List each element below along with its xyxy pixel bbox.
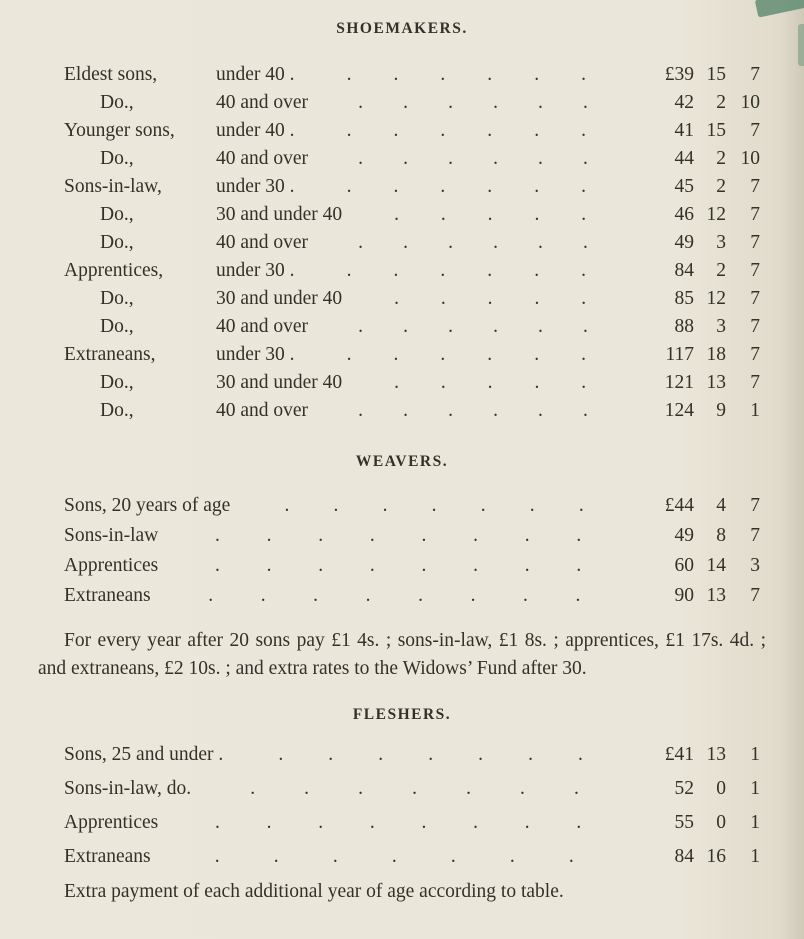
fee-row	[64, 173, 760, 201]
leader-dot: .	[346, 64, 352, 85]
leader-dot: .	[529, 495, 535, 516]
amount-pounds: 60	[674, 555, 694, 576]
amount-pounds: £41	[664, 744, 694, 765]
leader-dot: .	[509, 846, 515, 867]
leader-dot: .	[493, 148, 498, 169]
fee-row	[64, 145, 760, 173]
amount-pence: 1	[750, 744, 760, 765]
leader-dot: .	[215, 525, 220, 546]
leader-dot: .	[318, 555, 324, 576]
leader-dot: .	[538, 232, 543, 253]
leader-dot: .	[583, 232, 588, 253]
leader-dot: .	[332, 846, 338, 867]
amount-shillings: 0	[716, 812, 726, 833]
dot-leader	[223, 738, 638, 772]
dot-leader	[308, 229, 638, 257]
leader-dot: .	[581, 288, 587, 309]
leader-dot: .	[524, 555, 530, 576]
leader-dot: .	[393, 64, 399, 85]
leader-dot: .	[448, 316, 453, 337]
leader-dot: .	[487, 344, 493, 365]
dot-leader	[158, 806, 638, 840]
amount-pence: 7	[750, 316, 760, 337]
leader-dot: .	[470, 585, 476, 606]
fee-row	[64, 491, 760, 521]
row-label: Younger sons,	[64, 120, 175, 141]
amount-pence: 10	[740, 148, 760, 169]
leader-dot: .	[448, 148, 453, 169]
amount-pence: 7	[750, 372, 760, 393]
amount-pounds: 88	[674, 316, 694, 337]
dot-leader	[295, 117, 638, 145]
amount-pence: 7	[750, 64, 760, 85]
amount-pence: 7	[750, 585, 760, 606]
leader-dot: .	[440, 204, 446, 225]
dot-leader	[295, 257, 638, 285]
amount-shillings: 2	[716, 92, 726, 113]
leader-dot: .	[214, 812, 220, 833]
leader-dot: .	[273, 846, 279, 867]
leader-dot: .	[266, 525, 272, 546]
dot-leader	[342, 369, 638, 397]
fee-row	[64, 369, 760, 397]
leader-dot: .	[581, 372, 587, 393]
row-label: Apprentices	[64, 812, 159, 833]
amount-shillings: 3	[716, 232, 726, 253]
leader-dot: .	[583, 148, 588, 169]
dot-leader	[295, 61, 638, 89]
leader-dot: .	[431, 495, 437, 516]
leader-dot: .	[575, 585, 581, 606]
row-label: Sons, 20 years of age	[64, 495, 231, 516]
leader-dot: .	[538, 400, 543, 421]
row-label: Apprentices,	[64, 260, 164, 281]
leader-dot: .	[403, 232, 408, 253]
amount-pounds: £44	[664, 495, 694, 516]
leader-dot: .	[318, 525, 324, 546]
amount-pounds: 121	[664, 372, 694, 393]
amount-pence: 7	[750, 176, 760, 197]
leader-dot: .	[394, 372, 399, 393]
row-label: Do.,	[100, 204, 134, 225]
fee-table-shoemakers	[38, 61, 766, 425]
row-desc: 30 and under 40	[216, 372, 343, 393]
amount-pounds: 84	[674, 260, 694, 281]
leader-dot: .	[534, 288, 540, 309]
leader-dot: .	[403, 400, 408, 421]
leader-dot: .	[493, 232, 498, 253]
amount-shillings: 18	[706, 344, 726, 365]
leader-dot: .	[440, 64, 446, 85]
leader-dot: .	[440, 120, 446, 141]
leader-dot: .	[250, 778, 256, 799]
leader-dot: .	[487, 64, 493, 85]
leader-dot: .	[382, 495, 388, 516]
leader-dot: .	[358, 232, 364, 253]
dot-leader	[308, 89, 638, 117]
amount-pounds: 84	[674, 846, 694, 867]
leader-dot: .	[487, 176, 493, 197]
amount-shillings: 13	[706, 585, 726, 606]
amount-shillings: 8	[716, 525, 726, 546]
leader-dot: .	[346, 176, 352, 197]
row-label: Do.,	[100, 400, 134, 421]
section-heading-shoemakers: SHOEMAKERS.	[336, 20, 468, 37]
section-heading-fleshers: FLESHERS.	[352, 706, 452, 723]
leader-dot: .	[581, 176, 586, 197]
leader-dot: .	[448, 92, 453, 113]
leader-dot: .	[478, 744, 484, 765]
amount-shillings: 13	[706, 744, 726, 765]
amount-pence: 7	[750, 495, 760, 516]
leader-dot: .	[328, 744, 334, 765]
leader-dot: .	[534, 204, 540, 225]
fee-table-fleshers	[38, 738, 766, 874]
amount-pence: 1	[750, 846, 760, 867]
amount-pounds: 55	[674, 812, 694, 833]
amount-shillings: 2	[716, 176, 726, 197]
leader-dot: .	[578, 744, 583, 765]
amount-shillings: 12	[706, 288, 726, 309]
leader-dot: .	[487, 260, 493, 281]
dot-leader	[295, 173, 638, 201]
row-label: Sons-in-law,	[64, 176, 162, 197]
row-label: Sons-in-law	[64, 525, 159, 546]
leader-dot: .	[578, 495, 584, 516]
amount-shillings: 2	[716, 260, 726, 281]
weavers-note: For every year after 20 sons pay £1 4s. ; sons-in-law, £1 8s. ; apprentices, £1 17s. 4d. ; and extraneans, £2 10s. ; and extra rates to the Widows’ Fund after 30.	[38, 630, 766, 679]
row-desc: 40 and over	[216, 232, 309, 253]
leader-dot: .	[393, 176, 399, 197]
leader-dot: .	[440, 260, 446, 281]
leader-dot: .	[284, 495, 290, 516]
amount-pounds: 49	[674, 525, 694, 546]
fee-row	[64, 806, 760, 840]
leader-dot: .	[574, 778, 579, 799]
leader-dot: .	[466, 778, 471, 799]
leader-dot: .	[493, 92, 498, 113]
row-label: Extraneans	[64, 585, 151, 606]
leader-dot: .	[369, 555, 375, 576]
row-desc: 40 and over	[216, 92, 309, 113]
leader-dot: .	[473, 812, 478, 833]
leader-dot: .	[214, 846, 220, 867]
row-label: Extraneans,	[64, 344, 156, 365]
leader-dot: .	[576, 812, 582, 833]
leader-dot: .	[394, 288, 399, 309]
fee-row	[64, 341, 760, 369]
leader-dot: .	[313, 585, 319, 606]
leader-dot: .	[534, 344, 540, 365]
amount-pence: 7	[750, 204, 760, 225]
amount-pence: 1	[750, 400, 760, 421]
leader-dot: .	[448, 400, 453, 421]
leader-dot: .	[581, 260, 586, 281]
leader-dot: .	[576, 525, 582, 546]
row-label: Do.,	[100, 288, 134, 309]
leader-dot: .	[534, 176, 540, 197]
dot-leader	[295, 341, 638, 369]
fee-row	[64, 89, 760, 117]
dot-leader	[308, 145, 638, 173]
amount-pence: 10	[740, 92, 760, 113]
dot-leader	[158, 521, 638, 551]
fee-row	[64, 551, 760, 581]
leader-dot: .	[394, 204, 399, 225]
leader-dot: .	[448, 232, 453, 253]
leader-dot: .	[524, 525, 530, 546]
leader-dot: .	[358, 148, 364, 169]
dot-leader	[308, 397, 638, 425]
amount-pence: 7	[750, 525, 760, 546]
leader-dot: .	[318, 812, 324, 833]
leader-dot: .	[403, 92, 408, 113]
fee-row	[64, 313, 760, 341]
leader-dot: .	[583, 92, 588, 113]
leader-dot: .	[520, 778, 525, 799]
leader-dot: .	[473, 555, 478, 576]
leader-dot: .	[581, 120, 586, 141]
row-label: Do.,	[100, 232, 134, 253]
leader-dot: .	[304, 778, 310, 799]
row-label: Do.,	[100, 92, 134, 113]
amount-pounds: 44	[674, 148, 694, 169]
amount-pounds: 117	[665, 344, 694, 365]
leader-dot: .	[369, 812, 375, 833]
amount-pounds: 124	[664, 400, 694, 421]
section-heading-weavers: WEAVERS.	[355, 453, 449, 470]
row-desc: under 40 .	[216, 120, 295, 141]
row-label: Apprentices	[64, 555, 159, 576]
fee-row	[64, 257, 760, 285]
amount-shillings: 0	[716, 778, 726, 799]
amount-shillings: 16	[706, 846, 726, 867]
amount-pence: 1	[750, 812, 760, 833]
leader-dot: .	[524, 812, 530, 833]
amount-pounds: 41	[674, 120, 694, 141]
section-fleshers	[38, 706, 766, 906]
dot-leader	[151, 840, 638, 874]
fee-row	[64, 397, 760, 425]
fee-row	[64, 229, 760, 257]
row-label: Do.,	[100, 372, 134, 393]
dot-leader	[230, 491, 638, 521]
leader-dot: .	[487, 120, 493, 141]
fee-row	[64, 738, 760, 772]
leader-dot: .	[365, 585, 371, 606]
leader-dot: .	[534, 120, 540, 141]
amount-pence: 7	[750, 120, 760, 141]
leader-dot: .	[523, 585, 528, 606]
amount-shillings: 12	[706, 204, 726, 225]
amount-pounds: 85	[674, 288, 694, 309]
leader-dot: .	[421, 812, 427, 833]
leader-dot: .	[487, 372, 493, 393]
leader-dot: .	[421, 555, 427, 576]
row-desc: under 40 .	[216, 64, 295, 85]
row-desc: under 30 .	[216, 344, 295, 365]
row-desc: 30 and under 40	[216, 288, 343, 309]
leader-dot: .	[450, 846, 456, 867]
dot-leader	[342, 201, 638, 229]
leader-dot: .	[568, 846, 574, 867]
row-desc: 40 and over	[216, 316, 309, 337]
amount-pence: 7	[750, 260, 760, 281]
leader-dot: .	[428, 744, 434, 765]
leader-dot: .	[581, 344, 586, 365]
leader-dot: .	[576, 555, 582, 576]
amount-shillings: 15	[706, 120, 726, 141]
row-desc: under 30 .	[216, 260, 295, 281]
leader-dot: .	[583, 316, 588, 337]
scan-artifact-corner	[755, 0, 804, 18]
row-label: Sons, 25 and under .	[64, 744, 224, 765]
leader-dot: .	[440, 344, 446, 365]
row-desc: under 30 .	[216, 176, 295, 197]
leader-dot: .	[440, 372, 446, 393]
leader-dot: .	[346, 120, 352, 141]
dot-leader	[342, 285, 638, 313]
leader-dot: .	[358, 316, 364, 337]
leader-dot: .	[581, 64, 586, 85]
leader-dot: .	[403, 148, 408, 169]
dot-leader	[151, 581, 638, 611]
amount-shillings: 2	[716, 148, 726, 169]
fleshers-note: Extra payment of each additional year of age according to table.	[64, 881, 564, 902]
leader-dot: .	[493, 316, 498, 337]
leader-dot: .	[393, 344, 399, 365]
leader-dot: .	[278, 744, 284, 765]
fee-row	[64, 521, 760, 551]
leader-dot: .	[260, 585, 266, 606]
section-shoemakers	[38, 20, 766, 425]
fee-row	[64, 581, 760, 611]
fee-row	[64, 772, 760, 806]
amount-pence: 1	[750, 778, 760, 799]
amount-shillings: 9	[716, 400, 726, 421]
dot-leader	[308, 313, 638, 341]
amount-pounds: 52	[674, 778, 694, 799]
row-desc: 40 and over	[216, 148, 309, 169]
leader-dot: .	[391, 846, 397, 867]
amount-shillings: 13	[706, 372, 726, 393]
leader-dot: .	[358, 400, 364, 421]
leader-dot: .	[581, 204, 587, 225]
row-label: Eldest sons,	[64, 64, 158, 85]
leader-dot: .	[440, 176, 446, 197]
fee-row	[64, 201, 760, 229]
fee-row	[64, 285, 760, 313]
dot-leader	[191, 772, 638, 806]
fee-table-weavers	[38, 491, 766, 611]
amount-shillings: 3	[716, 316, 726, 337]
amount-pounds: £39	[664, 64, 694, 85]
amount-pence: 7	[750, 288, 760, 309]
leader-dot: .	[487, 288, 493, 309]
leader-dot: .	[393, 120, 399, 141]
amount-pounds: 46	[674, 204, 694, 225]
leader-dot: .	[369, 525, 375, 546]
leader-dot: .	[346, 260, 352, 281]
leader-dot: .	[534, 64, 540, 85]
leader-dot: .	[393, 260, 399, 281]
leader-dot: .	[346, 344, 352, 365]
leader-dot: .	[208, 585, 214, 606]
leader-dot: .	[487, 204, 493, 225]
leader-dot: .	[412, 778, 417, 799]
leader-dot: .	[266, 812, 272, 833]
amount-shillings: 14	[706, 555, 726, 576]
fee-row	[64, 840, 760, 874]
amount-shillings: 4	[716, 495, 726, 516]
leader-dot: .	[358, 778, 364, 799]
leader-dot: .	[473, 525, 478, 546]
leader-dot: .	[421, 525, 427, 546]
leader-dot: .	[583, 400, 588, 421]
row-label: Extraneans	[64, 846, 151, 867]
amount-pence: 7	[750, 344, 760, 365]
amount-shillings: 15	[706, 64, 726, 85]
leader-dot: .	[538, 148, 543, 169]
scan-artifact-edge	[798, 24, 804, 66]
amount-pence: 7	[750, 232, 760, 253]
row-label: Sons-in-law, do.	[64, 778, 192, 799]
amount-pounds: 42	[674, 92, 694, 113]
leader-dot: .	[358, 92, 364, 113]
leader-dot: .	[480, 495, 486, 516]
leader-dot: .	[378, 744, 384, 765]
amount-pounds: 49	[674, 232, 694, 253]
amount-pounds: 90	[674, 585, 694, 606]
leader-dot: .	[418, 585, 423, 606]
fee-row	[64, 117, 760, 145]
fee-row	[64, 61, 760, 89]
leader-dot: .	[528, 744, 533, 765]
row-desc: 30 and under 40	[216, 204, 343, 225]
amount-pounds: 45	[674, 176, 694, 197]
leader-dot: .	[266, 555, 272, 576]
dot-leader	[158, 551, 638, 581]
row-label: Do.,	[100, 316, 134, 337]
leader-dot: .	[534, 372, 540, 393]
leader-dot: .	[333, 495, 339, 516]
leader-dot: .	[440, 288, 446, 309]
leader-dot: .	[538, 92, 543, 113]
row-label: Do.,	[100, 148, 134, 169]
leader-dot: .	[534, 260, 540, 281]
leader-dot: .	[538, 316, 543, 337]
leader-dot: .	[493, 400, 498, 421]
leader-dot: .	[214, 555, 220, 576]
leader-dot: .	[403, 316, 408, 337]
amount-pence: 3	[750, 555, 760, 576]
section-weavers	[38, 453, 766, 682]
row-desc: 40 and over	[216, 400, 309, 421]
